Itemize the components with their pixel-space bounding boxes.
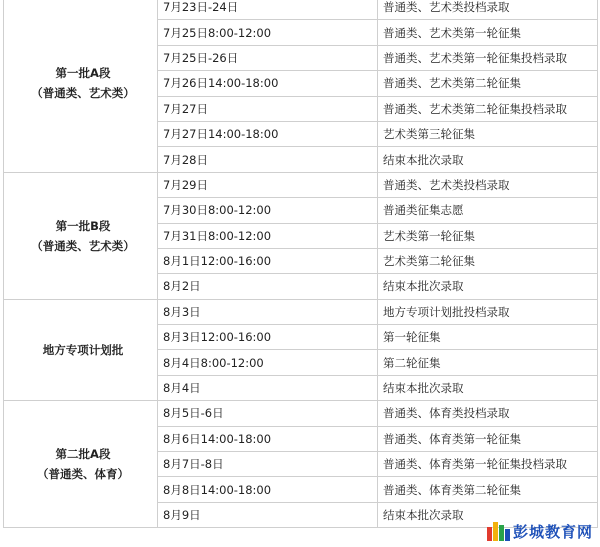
time-cell: 8月1日12:00-16:00 (158, 248, 378, 273)
admission-schedule-table (3, 0, 598, 528)
description-cell: 艺术类第三轮征集 (378, 121, 598, 146)
description-cell: 普通类、艺术类投档录取 (378, 172, 598, 197)
batch-name: 第一批B段 (55, 218, 111, 233)
time-cell: 8月2日 (158, 274, 378, 299)
table-row (4, 172, 598, 197)
description-cell: 艺术类第一轮征集 (378, 223, 598, 248)
time-cell: 8月5日-6日 (158, 401, 378, 426)
description-cell: 普通类、艺术类第一轮征集投档录取 (378, 45, 598, 70)
time-cell: 8月7日-8日 (158, 452, 378, 477)
batch-cell (4, 401, 158, 528)
time-cell: 8月6日14:00-18:00 (158, 426, 378, 451)
table-row (4, 299, 598, 324)
batch-name: 地方专项计划批 (42, 342, 124, 357)
time-cell: 8月3日12:00-16:00 (158, 325, 378, 350)
schedule-body (4, 0, 598, 528)
description-cell: 普通类、体育类第二轮征集 (378, 477, 598, 502)
time-cell: 7月27日 (158, 96, 378, 121)
colorful-logo-icon (485, 519, 511, 543)
description-cell: 普通类、艺术类第二轮征集 (378, 71, 598, 96)
description-cell: 第二轮征集 (378, 350, 598, 375)
description-cell: 普通类、体育类投档录取 (378, 401, 598, 426)
time-cell: 7月29日 (158, 172, 378, 197)
watermark-text: 彭城教育网 (513, 522, 594, 541)
time-cell: 7月23日-24日 (158, 0, 378, 20)
batch-subtitle: （普通类、艺术类） (31, 238, 135, 253)
time-cell: 7月31日8:00-12:00 (158, 223, 378, 248)
batch-cell (4, 0, 158, 172)
description-cell: 第一轮征集 (378, 325, 598, 350)
description-cell: 普通类、艺术类第一轮征集 (378, 20, 598, 45)
description-cell: 结束本批次录取 (378, 274, 598, 299)
batch-name: 第一批A段 (55, 66, 111, 81)
description-cell: 普通类、体育类第一轮征集 (378, 426, 598, 451)
description-cell: 普通类、艺术类第二轮征集投档录取 (378, 96, 598, 121)
time-cell: 7月25日8:00-12:00 (158, 20, 378, 45)
batch-name: 第二批A段 (55, 447, 111, 462)
description-cell: 结束本批次录取 (378, 502, 598, 527)
description-cell: 普通类、体育类第一轮征集投档录取 (378, 452, 598, 477)
batch-subtitle: （普通类、艺术类） (31, 86, 135, 101)
time-cell: 7月26日14:00-18:00 (158, 71, 378, 96)
time-cell: 8月9日 (158, 502, 378, 527)
table-row (4, 401, 598, 426)
description-cell: 普通类征集志愿 (378, 198, 598, 223)
description-cell: 地方专项计划批投档录取 (378, 299, 598, 324)
description-cell: 普通类、艺术类投档录取 (378, 0, 598, 20)
description-cell: 艺术类第二轮征集 (378, 248, 598, 273)
time-cell: 7月27日14:00-18:00 (158, 121, 378, 146)
time-cell: 8月4日 (158, 375, 378, 400)
batch-cell (4, 299, 158, 401)
table-row (4, 0, 598, 20)
time-cell: 8月3日 (158, 299, 378, 324)
time-cell: 7月28日 (158, 147, 378, 172)
time-cell: 8月4日8:00-12:00 (158, 350, 378, 375)
site-watermark (485, 518, 600, 544)
time-cell: 7月30日8:00-12:00 (158, 198, 378, 223)
time-cell: 7月25日-26日 (158, 45, 378, 70)
batch-subtitle: （普通类、体育） (37, 467, 129, 482)
batch-cell (4, 172, 158, 299)
description-cell: 结束本批次录取 (378, 147, 598, 172)
time-cell: 8月8日14:00-18:00 (158, 477, 378, 502)
description-cell: 结束本批次录取 (378, 375, 598, 400)
